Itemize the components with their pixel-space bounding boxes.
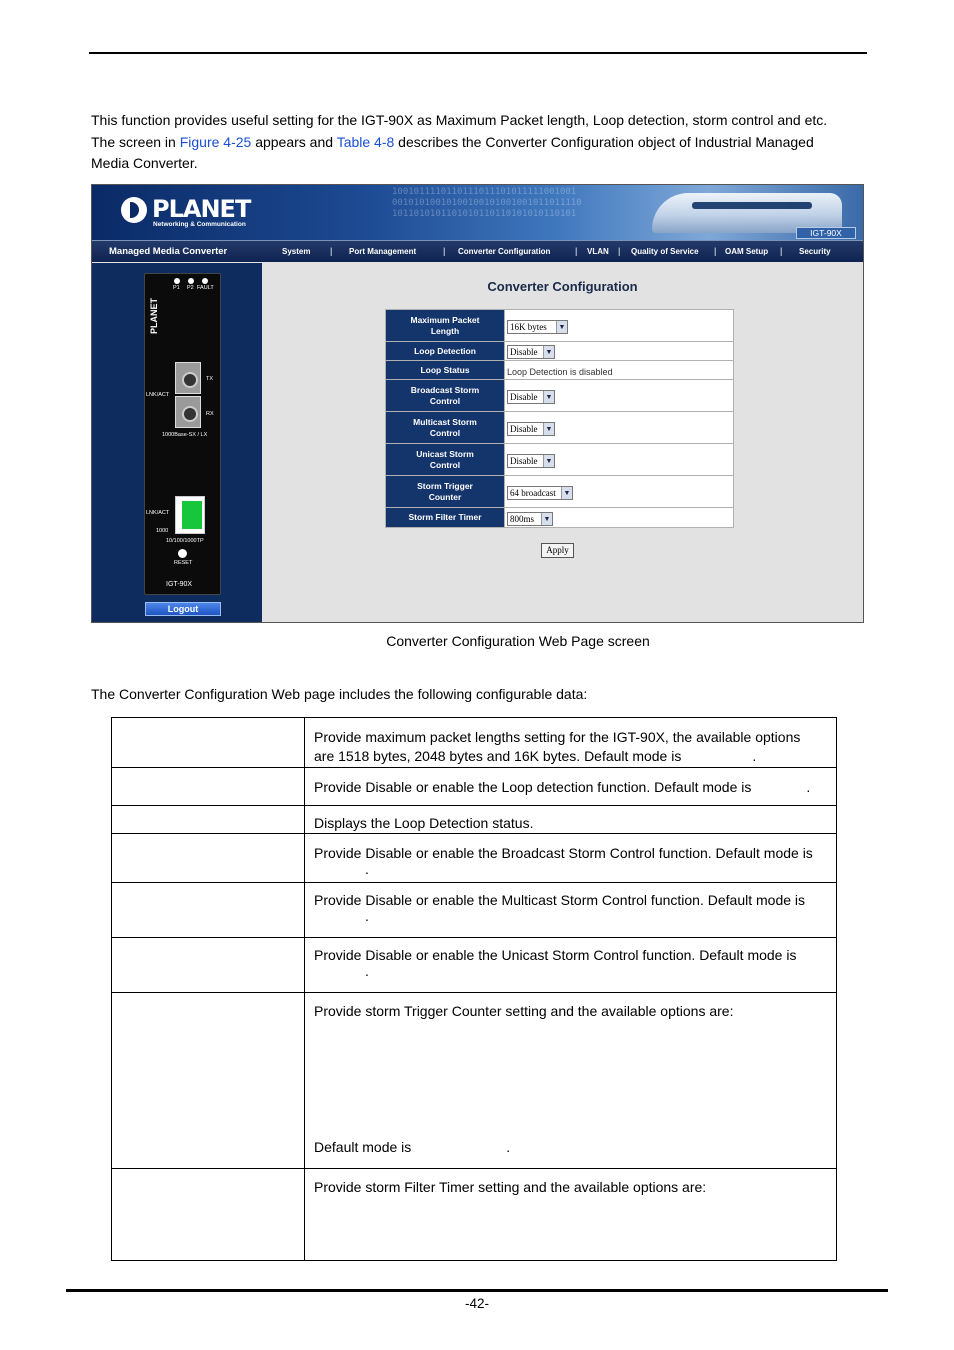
figure-caption: Converter Configuration Web Page screen [386, 633, 650, 649]
lnk-act-label: LNK/ACT [146, 392, 170, 398]
label-storm-filter-timer: Storm Filter Timer [386, 508, 505, 528]
top-navigation [92, 240, 863, 262]
led-label-p2: P2 [187, 285, 194, 291]
web-ui-screenshot [91, 184, 864, 623]
nav-vlan[interactable]: VLAN [587, 247, 609, 256]
fiber-port-rx-icon [175, 396, 201, 428]
planet-logo-subtitle: Networking & Communication [153, 221, 246, 228]
config-content [262, 263, 863, 623]
description-table [111, 717, 837, 1261]
chevron-down-icon: ▼ [543, 391, 554, 403]
device-model-label: IGT-90X [166, 581, 193, 588]
banner-binary-pattern: 1001011110110111011101011111001001 00101010010100100101001001011011110 1011010101101010110110101010110101 [392, 187, 582, 219]
unicast-storm-select[interactable]: Disable ▼ [507, 454, 555, 468]
table-row [112, 806, 837, 834]
nav-port-management[interactable]: Port Management [349, 247, 417, 256]
copper-label: 10/100/1000TP [166, 538, 204, 544]
nav-quality-of-service[interactable]: Quality of Service [631, 247, 699, 256]
table-row: Provide maximum packet lengths setting for the IGT-90X, the available options are 1518 bytes, 2048 bytes and 16K bytes. Default mode is . [112, 718, 837, 768]
reset-label: RESET [174, 560, 193, 566]
nav-system[interactable]: System [282, 247, 311, 256]
label-unicast-storm-control: Unicast Storm Control [386, 444, 505, 476]
desc-broadcast-storm: Provide Disable or enable the Broadcast Storm Control function. Default mode is [314, 845, 813, 861]
model-badge: IGT-90X [796, 227, 856, 239]
label-loop-status: Loop Status [386, 361, 505, 380]
storm-filter-timer-select[interactable]: 800ms ▼ [507, 512, 553, 526]
loop-status-text: Loop Detection is disabled [507, 367, 613, 377]
nav-separator: | [575, 246, 578, 256]
planet-logo-icon [121, 197, 147, 223]
intro-line-2 [91, 132, 871, 154]
intro-line-1: This function provides useful setting for the IGT-90X as Maximum Packet length, Loop detection, storm control and etc. [91, 112, 828, 128]
led-label-fault: FAULT [197, 285, 214, 291]
device-front-view [144, 273, 221, 595]
desc-loop-status: Displays the Loop Detection status. [305, 806, 837, 834]
loop-detection-select[interactable]: Disable ▼ [507, 345, 555, 359]
nav-separator: | [714, 246, 717, 256]
device-logo: PLANET [149, 298, 159, 334]
config-title: Converter Configuration [487, 279, 638, 294]
desc-multicast-storm: Provide Disable or enable the Multicast Storm Control function. Default mode is [314, 892, 806, 908]
intro-text: appears and [251, 133, 337, 150]
reset-button-icon[interactable] [178, 549, 187, 558]
desc-max-packet-2: are 1518 bytes, 2048 bytes and 16K bytes. Default mode is [314, 748, 682, 764]
planet-logo-text: PLANET [152, 195, 251, 223]
broadcast-storm-select[interactable]: Disable ▼ [507, 390, 555, 404]
label-multicast-storm-control: Multicast Storm Control [386, 412, 505, 444]
table-lead-text: The Converter Configuration Web page includes the following configurable data: [91, 686, 588, 702]
chevron-down-icon: ▼ [556, 321, 567, 333]
table-link[interactable]: Table 4-8 [336, 133, 395, 150]
table-row: Provide Disable or enable the Broadcast Storm Control function. Default mode is . [112, 834, 837, 883]
desc-storm-filter-timer: Provide storm Filter Timer setting and the available options are: [305, 1169, 837, 1261]
desc-unicast-storm: Provide Disable or enable the Unicast Storm Control function. Default mode is [314, 947, 797, 963]
multicast-storm-select[interactable]: Disable ▼ [507, 422, 555, 436]
desc-max-packet-1: Provide maximum packet lengths setting for the IGT-90X, the available options [314, 729, 801, 745]
label-broadcast-storm-control: Broadcast Storm Control [386, 380, 505, 412]
fiber-label: 1000Base-SX / LX [162, 432, 208, 438]
speed-label: 1000 [156, 528, 169, 534]
nav-title: Managed Media Converter [109, 246, 228, 257]
figure-link[interactable]: Figure 4-25 [179, 133, 252, 150]
label-max-packet-length: Maximum Packet Length [386, 310, 505, 342]
fiber-port-tx-icon [175, 362, 201, 394]
device-panel [92, 263, 262, 623]
desc-storm-trigger: Provide storm Trigger Counter setting and the available options are: [314, 1003, 734, 1019]
apply-button[interactable]: Apply [541, 543, 574, 558]
table-row: Provide Disable or enable the Multicast Storm Control function. Default mode is . [112, 883, 837, 938]
banner [92, 185, 863, 240]
intro-text: The screen in [91, 133, 180, 150]
label-storm-trigger-counter: Storm Trigger Counter [386, 476, 505, 508]
max-packet-length-select[interactable]: 16K bytes ▼ [507, 320, 568, 334]
label-loop-detection: Loop Detection [386, 342, 505, 361]
header-rule [89, 52, 867, 54]
table-row: Provide Disable or enable the Unicast Storm Control function. Default mode is . [112, 938, 837, 993]
chevron-down-icon: ▼ [561, 487, 572, 499]
intro-line-3: Media Converter. [91, 155, 198, 171]
table-row: Provide Disable or enable the Loop detection function. Default mode is . [112, 768, 837, 806]
nav-security[interactable]: Security [799, 247, 831, 256]
storm-trigger-counter-select[interactable]: 64 broadcast ▼ [507, 486, 573, 500]
intro-paragraph [91, 110, 871, 175]
chevron-down-icon: ▼ [541, 513, 552, 525]
chevron-down-icon: ▼ [543, 455, 554, 467]
led-p1-icon [174, 278, 180, 284]
desc-loop-detection: Provide Disable or enable the Loop detection function. Default mode is [314, 779, 752, 795]
rx-label: RX [206, 411, 214, 417]
rj45-port-icon [175, 496, 205, 534]
table-row: Provide storm Trigger Counter setting and the available options are: Default mode is . [112, 993, 837, 1169]
nav-converter-configuration[interactable]: Converter Configuration [458, 247, 551, 256]
page-number: -42- [464, 1296, 489, 1311]
nav-oam-setup[interactable]: OAM Setup [725, 247, 769, 256]
led-label-p1: P1 [173, 285, 180, 291]
nav-separator: | [618, 246, 621, 256]
table-row [112, 1169, 837, 1261]
tx-label: TX [206, 376, 214, 382]
nav-separator: | [443, 246, 446, 256]
desc-storm-trigger-default: Default mode is [314, 1139, 412, 1155]
intro-text: describes the Converter Configuration object of Industrial Managed [394, 133, 814, 150]
lnk-act-label-2: LNK/ACT [146, 510, 170, 516]
nav-separator: | [330, 246, 333, 256]
led-fault-icon [202, 278, 208, 284]
logout-button[interactable]: Logout [145, 602, 221, 616]
footer-rule [66, 1289, 888, 1292]
chevron-down-icon: ▼ [543, 346, 554, 358]
led-p2-icon [188, 278, 194, 284]
config-form [385, 309, 734, 528]
chevron-down-icon: ▼ [543, 423, 554, 435]
nav-separator: | [780, 246, 783, 256]
